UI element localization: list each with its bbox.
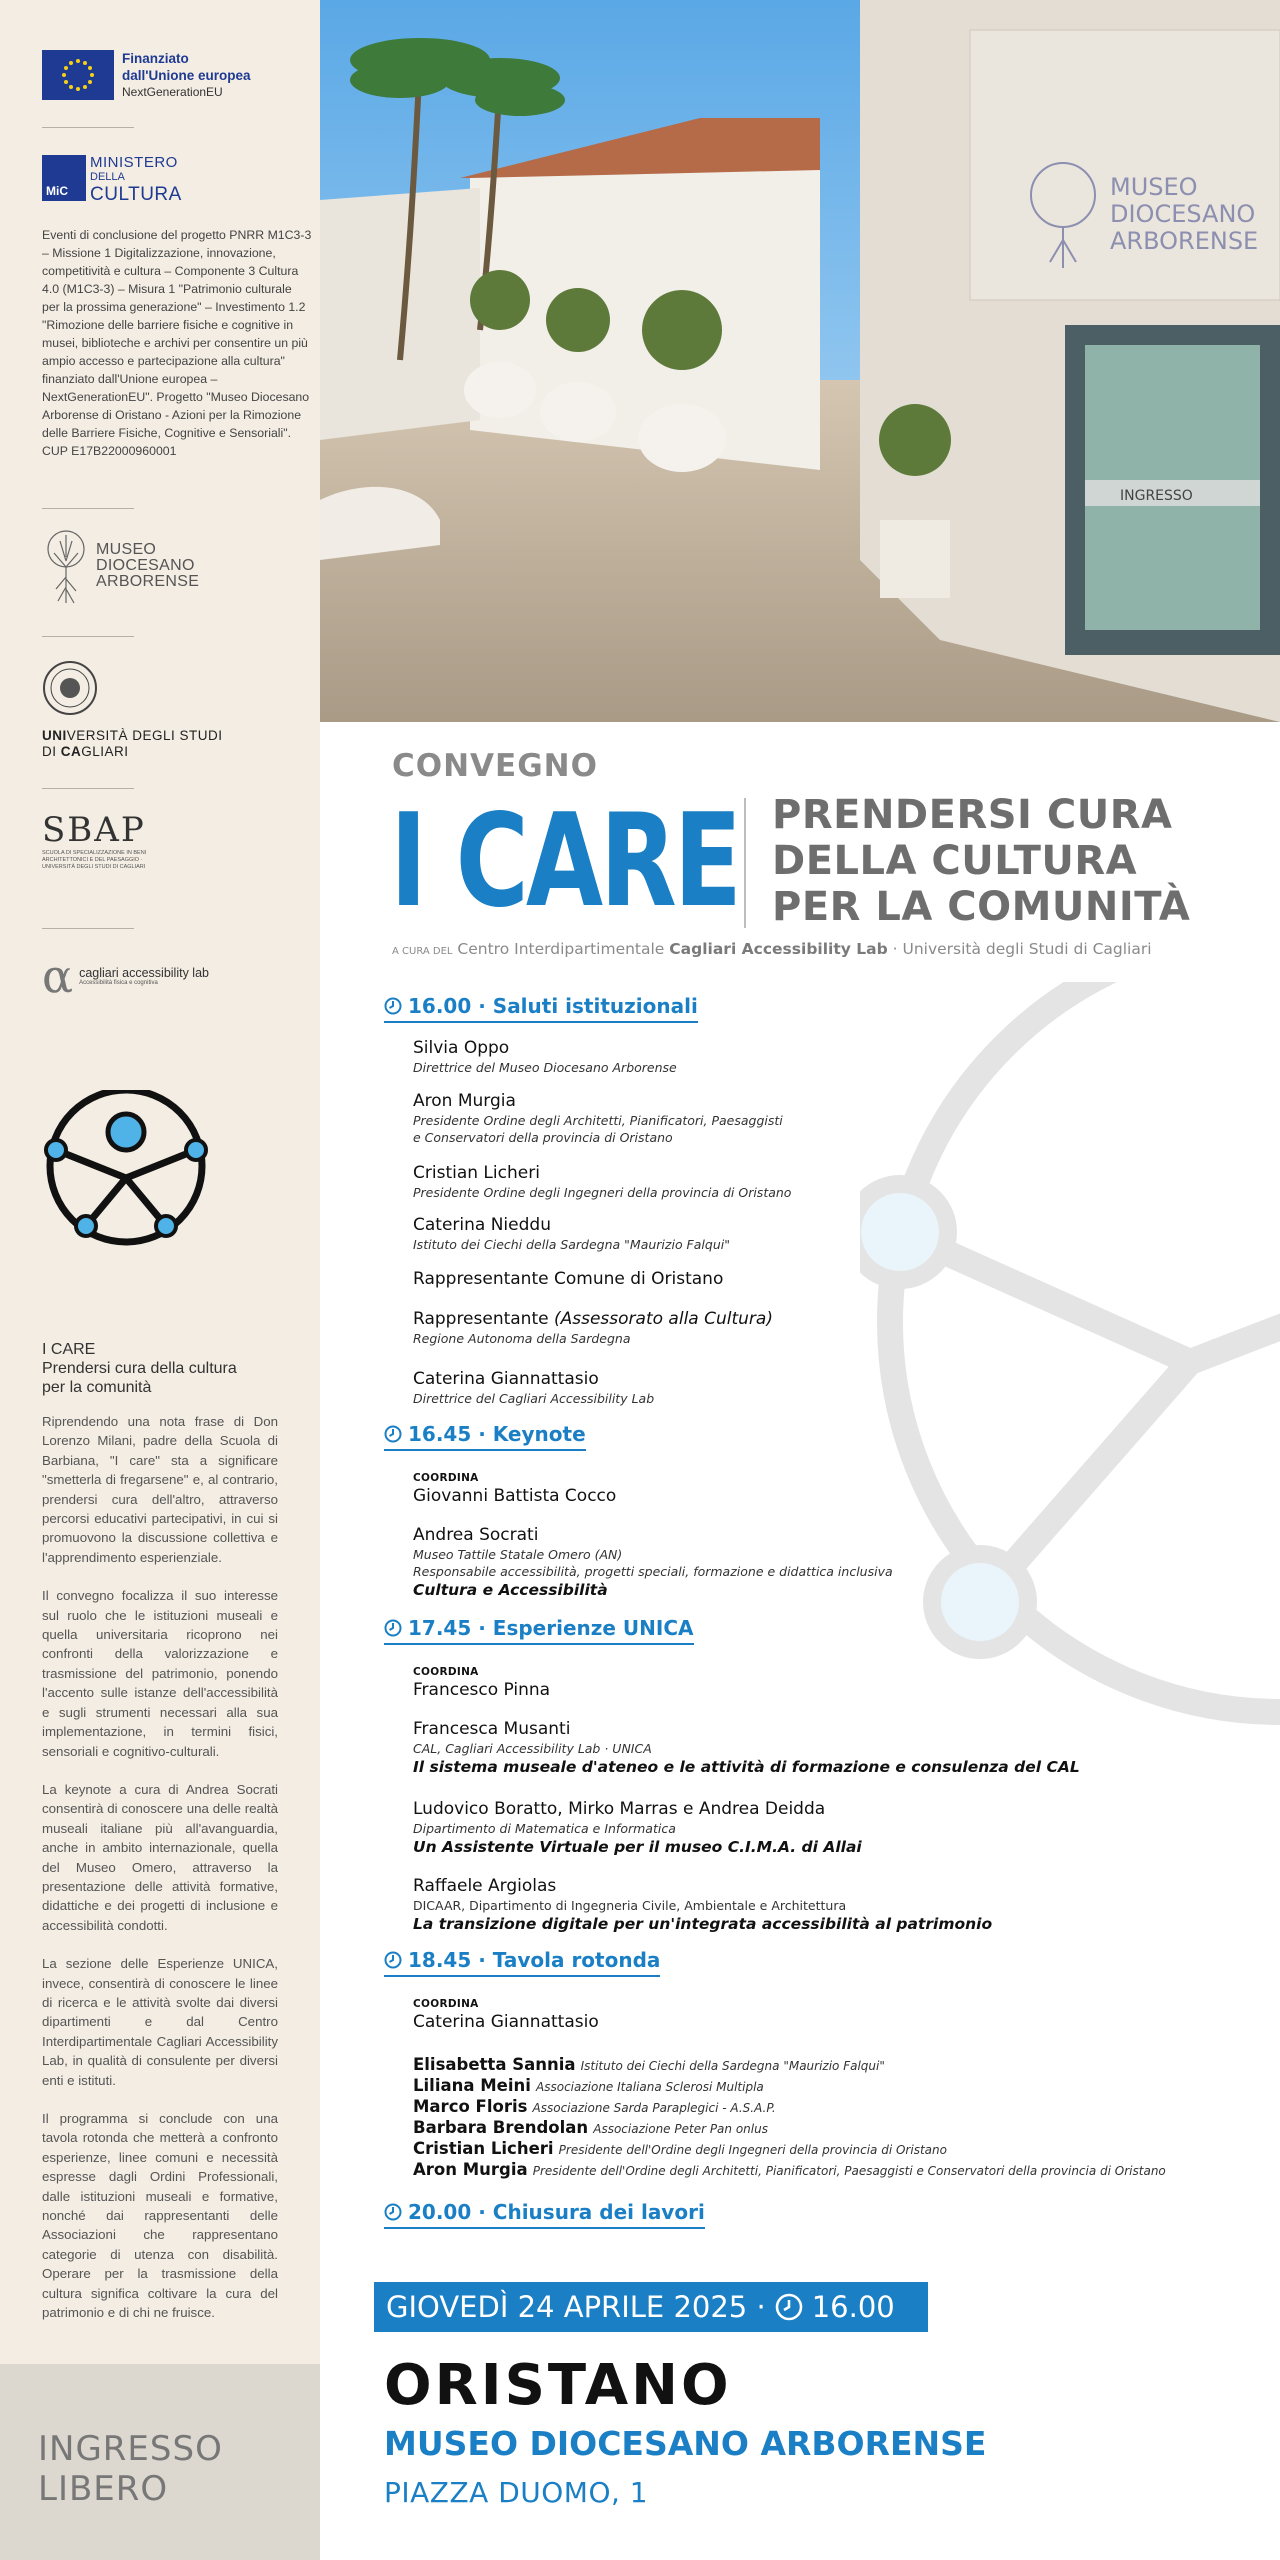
organizer-text1: Centro Interdipartimentale [457, 940, 665, 958]
section-title: 20.00 · Chiusura dei lavori [408, 2200, 705, 2224]
intro-paragraph: Riprendendo una nota frase di Don Lorenzo Milani, padre della Scuola di Barbiana, "I care" sta a significare "smetterla di fregarsene" e, al contrario, prendersi cura dell'altro, attraverso percorsi educativi partecipativi, in cui si promuovono la discussione collettiva e l'apprendimento esperienziale. [42, 1414, 278, 1565]
speaker-item [413, 1037, 1213, 1076]
mic-mark-icon: MiC [42, 155, 86, 201]
participant-row [413, 2118, 1213, 2139]
speaker-name-note: (Assessorato alla Cultura) [554, 1309, 773, 1329]
coordina-label: COORDINA [413, 1472, 479, 1484]
divider [42, 928, 134, 929]
section-title: 16.45 · Keynote [408, 1422, 586, 1446]
intro-paragraph: La keynote a cura di Andrea Socrati consentirà di conoscere una delle realtà museali italiane più all'avanguardia, anche in ambito internazionale, quella del Museo Omero, attraverso la presentazione delle attività formative, didattiche e dei progetti di inclusione e accessibilità condotti. [42, 1781, 278, 1933]
speaker-item [413, 1524, 1213, 1600]
section-title: 18.45 · Tavola rotonda [408, 1948, 661, 1972]
event-address: PIAZZA DUOMO, 1 [384, 2476, 649, 2509]
ingresso-line1: INGRESSO [38, 2429, 223, 2469]
speaker-name: Silvia Oppo [413, 1038, 510, 1058]
coordinator-name: Caterina Giannattasio [413, 2012, 599, 2032]
door-label: INGRESSO [1120, 488, 1193, 504]
intro-body [42, 1412, 278, 2341]
main-content [320, 722, 1280, 2560]
speaker-name: Ludovico Boratto, Mirko Marras e Andrea Deidda [413, 1799, 826, 1819]
unica-line1-rest: VERSITÀ DEGLI STUDI [66, 728, 223, 743]
museo-logo-line2: DIOCESANO [96, 557, 195, 574]
kicker: CONVEGNO [392, 748, 598, 784]
speaker-role: Presidente Ordine degli Ingegneri della provincia di Oristano [413, 1185, 792, 1200]
organizer-prefix: A CURA DEL [392, 946, 453, 957]
speaker-role: Dipartimento di Matematica e Informatica [413, 1821, 676, 1836]
speaker-item [413, 1718, 1213, 1777]
speaker-item [413, 1214, 1213, 1253]
speaker-role: CAL, Cagliari Accessibility Lab · UNICA [413, 1741, 652, 1756]
participant-row [413, 2160, 1213, 2181]
event-subtitle [772, 792, 1190, 930]
event-date: GIOVEDÌ 24 APRILE 2025 · [386, 2290, 766, 2324]
speaker-name: Aron Murgia [413, 1091, 516, 1111]
event-city: ORISTANO [384, 2353, 732, 2418]
section-esperienze-unica [384, 1616, 694, 1645]
clock-icon [384, 2203, 402, 2221]
speaker-name: Cristian Licheri [413, 1163, 540, 1183]
free-entry-box [0, 2364, 320, 2560]
participant-name: Elisabetta Sannia [413, 2055, 576, 2074]
sbap-logo [42, 812, 152, 871]
coordina-label: COORDINA [413, 1998, 479, 2010]
event-time: 16.00 [811, 2290, 895, 2324]
organizer-line [392, 940, 1152, 958]
clock-icon [384, 997, 402, 1015]
speaker-role: Direttrice del Cagliari Accessibility Lab [413, 1391, 655, 1406]
talk-title: Il sistema museale d'ateneo e le attività di formazione e consulenza del CAL [413, 1758, 1080, 1776]
talk-title: Cultura e Accessibilità [413, 1581, 608, 1599]
mic-line1: MINISTERO [90, 154, 178, 171]
subtitle-line1: PRENDERSI CURA [772, 792, 1173, 838]
intro-title-line1: I CARE [42, 1341, 96, 1358]
date-banner [374, 2282, 928, 2332]
speaker-name: Raffaele Argiolas [413, 1876, 557, 1896]
unica-logo [42, 660, 223, 760]
clock-icon [384, 1951, 402, 1969]
round-table-participants [413, 2055, 1213, 2181]
speaker-item [413, 1268, 1213, 1290]
organizer-name: Cagliari Accessibility Lab [669, 940, 888, 958]
speaker-role: Direttrice del Museo Diocesano Arborense [413, 1060, 677, 1075]
subtitle-line2: DELLA CULTURA [772, 838, 1138, 884]
divider [42, 508, 134, 509]
speaker-role: Regione Autonoma della Sardegna [413, 1331, 631, 1346]
eu-line1: Finanziato [122, 51, 189, 66]
ingresso-line2: LIBERO [38, 2469, 169, 2509]
participant-affiliation: Associazione Italiana Sclerosi Multipla [536, 2080, 764, 2094]
participant-affiliation: Associazione Peter Pan onlus [593, 2122, 768, 2136]
section-tavola-rotonda [384, 1948, 660, 1977]
speaker-role: Presidente Ordine degli Architetti, Pianificatori, Paesaggisti [413, 1113, 783, 1128]
sign-line3: ARBORENSE [1110, 227, 1259, 255]
speaker-item [413, 1875, 1213, 1934]
clock-icon [774, 2292, 804, 2322]
unica-line2-rest: GLIARI [81, 744, 129, 759]
section-keynote [384, 1422, 586, 1451]
alpha-icon: α [42, 949, 74, 1003]
university-seal-icon [42, 660, 98, 716]
section-title: 16.00 · Saluti istituzionali [408, 994, 698, 1018]
coordinator-item [413, 1665, 1213, 1701]
speaker-name: Andrea Socrati [413, 1525, 539, 1545]
coordina-label: COORDINA [413, 1666, 479, 1678]
unica-line1-bold: UNI [42, 728, 67, 743]
cal-name: cagliari accessibility lab [79, 966, 209, 980]
eu-funding-logo [42, 50, 250, 100]
participant-name: Marco Floris [413, 2097, 528, 2116]
eu-line2: dall'Unione europea [122, 68, 251, 83]
participant-row [413, 2097, 1213, 2118]
participant-name: Aron Murgia [413, 2160, 528, 2179]
clock-icon [384, 1425, 402, 1443]
intro-title [42, 1340, 302, 1397]
talk-title: La transizione digitale per un'integrata accessibilità al patrimonio [413, 1915, 993, 1933]
museo-logo-line3: ARBORENSE [96, 573, 200, 590]
ministero-cultura-logo [42, 155, 182, 204]
eu-line3: NextGenerationEU [122, 85, 223, 99]
participant-row [413, 2055, 1213, 2076]
participant-name: Liliana Meini [413, 2076, 531, 2095]
speaker-name: Rappresentante Comune di Oristano [413, 1269, 724, 1289]
unica-line2-pre: DI [42, 744, 61, 759]
speaker-name: Caterina Giannattasio [413, 1369, 599, 1389]
speaker-item [413, 1090, 1213, 1146]
speaker-item [413, 1308, 1213, 1347]
organizer-text2: · Università degli Studi di Cagliari [892, 940, 1152, 958]
divider [42, 127, 134, 128]
participant-row [413, 2076, 1213, 2097]
eu-flag-icon [42, 50, 114, 100]
speaker-role: DICAAR, Dipartimento di Ingegneria Civile, Ambientale e Architettura [413, 1898, 847, 1913]
speaker-item [413, 1162, 1213, 1201]
museo-logo-line1: MUSEO [96, 541, 157, 558]
participant-affiliation: Istituto dei Ciechi della Sardegna "Maurizio Falqui" [580, 2059, 885, 2073]
unica-line2-bold: CA [60, 744, 82, 759]
speaker-name: Caterina Nieddu [413, 1215, 551, 1235]
cagliari-accessibility-lab-logo [42, 949, 209, 1003]
coordinator-name: Giovanni Battista Cocco [413, 1486, 617, 1506]
museo-diocesano-logo [42, 527, 199, 605]
section-title: 17.45 · Esperienze UNICA [408, 1616, 694, 1640]
coordinator-name: Francesco Pinna [413, 1680, 551, 1700]
coordinator-item [413, 1471, 1213, 1507]
speaker-role: Istituto dei Ciechi della Sardegna "Maurizio Falqui" [413, 1237, 730, 1252]
intro-title-line3: per la comunità [42, 1379, 152, 1396]
mic-line3: CULTURA [90, 184, 182, 205]
participant-name: Cristian Licheri [413, 2139, 554, 2158]
clock-icon [384, 1619, 402, 1637]
mic-line2: DELLA [90, 171, 125, 183]
speaker-name: Francesca Musanti [413, 1719, 571, 1739]
intro-title-line2: Prendersi cura della cultura [42, 1360, 237, 1377]
sign-line1: MUSEO [1110, 173, 1198, 201]
section-saluti [384, 994, 698, 1023]
participant-row [413, 2139, 1213, 2160]
accessibility-icon [42, 1090, 212, 1250]
speaker-role: Museo Tattile Statale Omero (AN) [413, 1547, 623, 1562]
intro-paragraph: Il convegno focalizza il suo interesse sul ruolo che le istituzioni museali e quella universitaria ricoprono nei confronti della valorizzazione e trasmissione del patrimonio, ponendo l'accento sulle istanze dell'accessibilità e sugli strumenti necessari alla sua implementazione, in termini fisici, sensoriali e cognitivo-culturali. [42, 1588, 278, 1759]
participant-affiliation: Associazione Sarda Paraplegici - A.S.A.P. [532, 2101, 776, 2115]
event-venue: MUSEO DIOCESANO ARBORENSE [384, 2424, 987, 2463]
sbap-mark: SBAP [42, 810, 146, 850]
participant-name: Barbara Brendolan [413, 2118, 589, 2137]
sidebar [0, 0, 320, 2560]
divider [42, 636, 134, 637]
speaker-item [413, 1368, 1213, 1407]
sbap-subtitle: SCUOLA DI SPECIALIZZAZIONE IN BENI ARCHITETTONICI E DEL PAESAGGIO · UNIVERSITÀ DEGLI STUDI DI CAGLIARI [42, 850, 147, 870]
subtitle-line3: PER LA COMUNITÀ [772, 884, 1191, 930]
speaker-role: Responsabile accessibilità, progetti speciali, formazione e didattica inclusiva [413, 1564, 893, 1579]
speaker-item [413, 1798, 1213, 1857]
event-title: I CARE [390, 787, 739, 936]
tree-icon [42, 527, 90, 605]
intro-paragraph: La sezione delle Esperienze UNICA, invece, consentirà di conoscere le linee di ricerca e le attività svolte dai diversi dipartimenti e dal Centro Interdipartimentale Cagliari Accessibility Lab, in qualità di consulente per diversi enti e istituti. [42, 1956, 278, 2088]
coordinator-item [413, 1997, 1213, 2033]
talk-title: Un Assistente Virtuale per il museo C.I.M.A. di Allai [413, 1838, 862, 1856]
title-divider [744, 798, 746, 928]
cal-subtitle: Accessibilità fisica e cognitiva [79, 980, 158, 986]
speaker-role: e Conservatori della provincia di Oristano [413, 1130, 673, 1145]
pnrr-description: Eventi di conclusione del progetto PNRR M1C3-3 – Missione 1 Digitalizzazione, innovazione, competitività e cultura – Componente 3 Cultura 4.0 (M1C3-3) – Misura 1 "Patrimonio culturale per la prossima generazione" – Investimento 1.2 "Rimozione delle barriere fisiche e cognitive in musei, biblioteche e archivi per consentire un più ampio accesso e partecipazione alla cultura" finanziato dall'Unione europea – NextGenerationEU". Progetto "Museo Diocesano Arborense di Oristano - Azioni per la Rimozione delle Barriere Fisiche, Cognitive e Sensoriali". CUP E17B22000960001 [42, 228, 312, 458]
speaker-name: Rappresentante [413, 1309, 549, 1329]
section-chiusura [384, 2200, 705, 2229]
sign-line2: DIOCESANO [1110, 200, 1256, 228]
participant-affiliation: Presidente dell'Ordine degli Ingegneri della provincia di Oristano [558, 2143, 947, 2157]
participant-affiliation: Presidente dell'Ordine degli Architetti, Pianificatori, Paesaggisti e Conservatori della provincia di Oristano [532, 2164, 1166, 2178]
hero-photo [320, 0, 1280, 722]
intro-paragraph: Il programma si conclude con una tavola rotonda che metterà a confronto esperienze, linee comuni e necessità espresse dagli Ordini Professionali, dalle istituzioni museali e formative, nonché dai rappresentanti delle Associazioni che rappresentano categorie di utenza con disabilità. Operare per la trasmissione della cultura significa coltivare la cura del patrimonio e di chi ne fruisce. [42, 2111, 278, 2321]
divider [42, 788, 134, 789]
